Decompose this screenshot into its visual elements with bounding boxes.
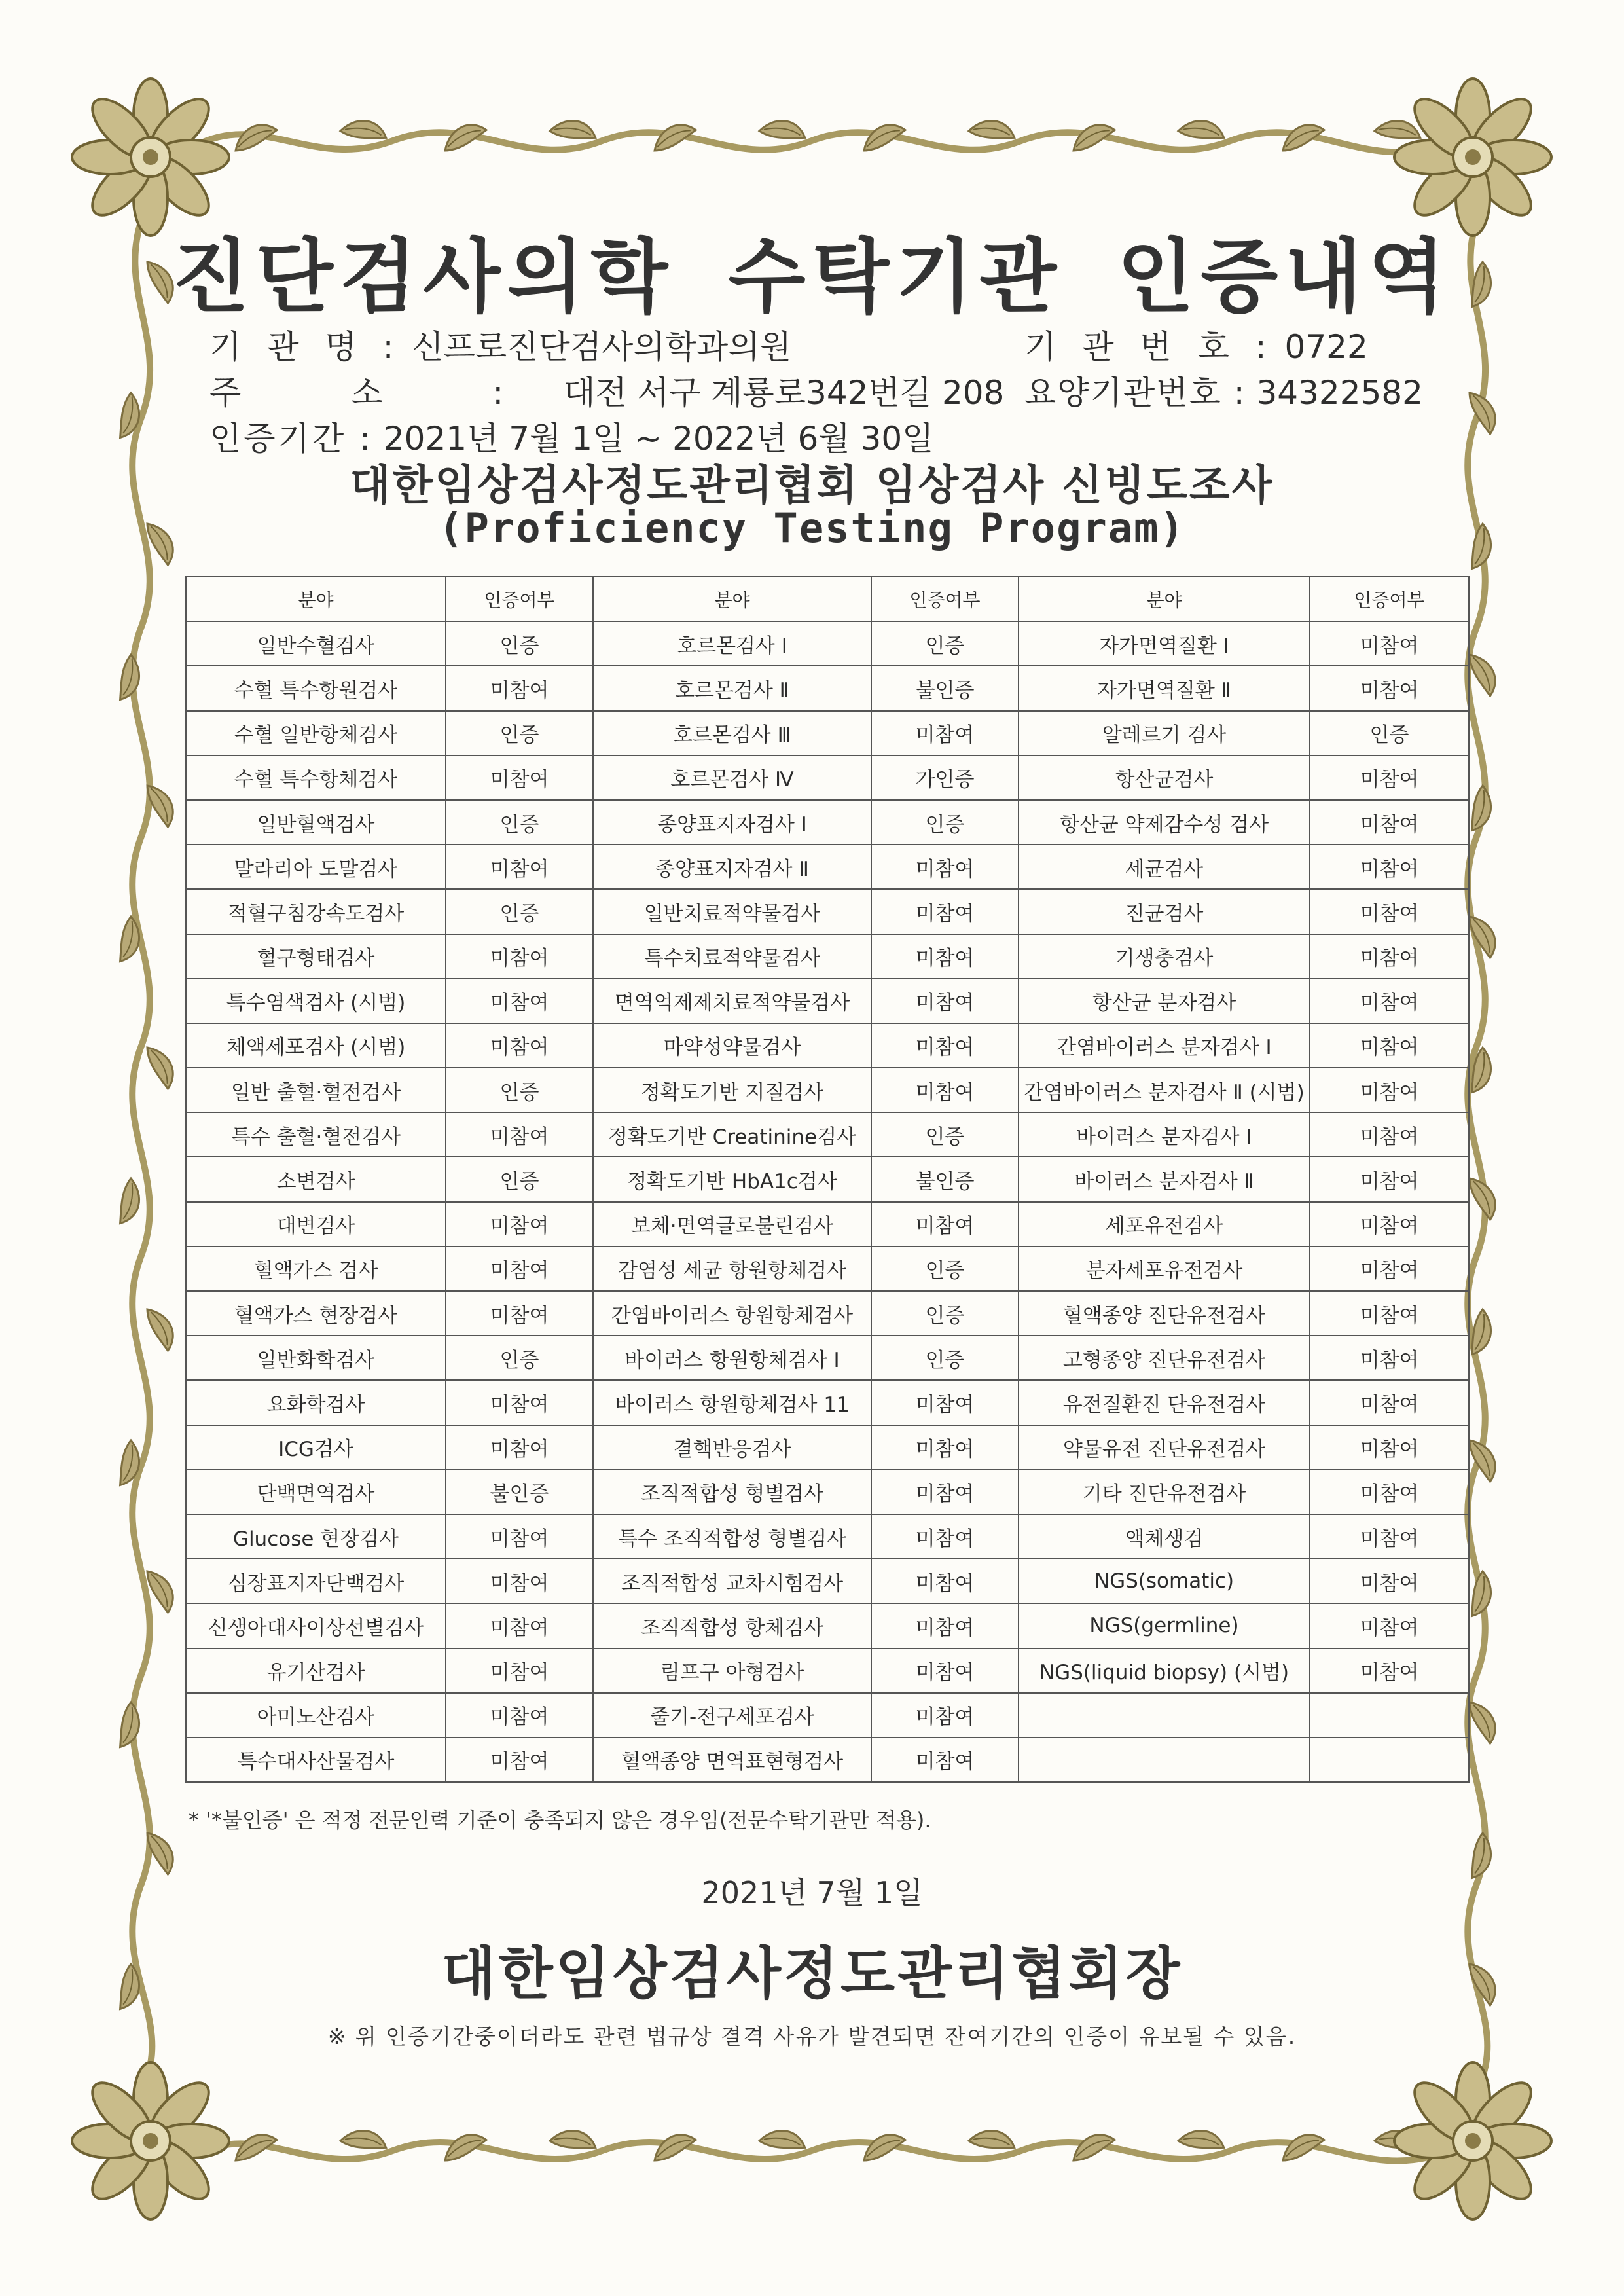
institution-name-value: 신프로진단검사의학과의원 <box>412 328 791 366</box>
status-cell <box>1310 1693 1469 1738</box>
table-row <box>186 621 1469 666</box>
status-cell: 미참여 <box>1310 1202 1469 1247</box>
field-cell: 간염바이러스 항원항체검사 <box>593 1291 871 1336</box>
status-cell: 미참여 <box>446 1247 593 1291</box>
table-row <box>186 1023 1469 1068</box>
field-cell: NGS(somatic) <box>1019 1559 1310 1603</box>
status-cell: 인증 <box>446 889 593 934</box>
status-cell: 미참여 <box>1310 621 1469 666</box>
field-cell: 기생충검사 <box>1019 934 1310 979</box>
field-cell: 기타 진단유전검사 <box>1019 1470 1310 1514</box>
field-cell: 특수치료적약물검사 <box>593 934 871 979</box>
issue-date: 2021년 7월 1일 <box>701 1875 923 1910</box>
status-cell: 인증 <box>871 621 1019 666</box>
field-cell: 분자세포유전검사 <box>1019 1247 1310 1291</box>
status-cell: 미참여 <box>446 1202 593 1247</box>
field-cell: 단백면역검사 <box>186 1470 446 1514</box>
field-cell: 마약성약물검사 <box>593 1023 871 1068</box>
field-cell: 일반혈액검사 <box>186 800 446 845</box>
status-cell: 미참여 <box>446 1425 593 1470</box>
field-cell: 정확도기반 Creatinine검사 <box>593 1112 871 1157</box>
table-row <box>186 1068 1469 1112</box>
status-cell: 미참여 <box>1310 1247 1469 1291</box>
field-cell <box>1019 1693 1310 1738</box>
field-cell: 적혈구침강속도검사 <box>186 889 446 934</box>
status-cell: 미참여 <box>1310 889 1469 934</box>
table-row <box>186 1649 1469 1693</box>
status-cell: 인증 <box>446 800 593 845</box>
status-cell: 미참여 <box>1310 1023 1469 1068</box>
table-row <box>186 845 1469 889</box>
field-cell: 자가면역질환 Ⅰ <box>1019 621 1310 666</box>
field-cell: 일반수혈검사 <box>186 621 446 666</box>
institution-id-line <box>1024 321 1368 368</box>
status-cell: 미참여 <box>1310 1559 1469 1603</box>
header-field: 분야 <box>1019 577 1310 621</box>
field-cell: 특수 출혈·혈전검사 <box>186 1112 446 1157</box>
issuer-title: 대한임상검사정도관리협회장 <box>441 1941 1183 2007</box>
field-cell: 혈액종양 진단유전검사 <box>1019 1291 1310 1336</box>
period-label: 인증기간 : <box>209 420 373 458</box>
header-status: 인증여부 <box>1310 577 1469 621</box>
header-status: 인증여부 <box>871 577 1019 621</box>
field-cell: 바이러스 항원항체검사 Ⅰ <box>593 1336 871 1380</box>
status-cell: 미참여 <box>446 1738 593 1782</box>
status-cell: 미참여 <box>1310 1112 1469 1157</box>
field-cell: 항산균검사 <box>1019 756 1310 800</box>
status-cell: 미참여 <box>446 1112 593 1157</box>
field-cell: ICG검사 <box>186 1425 446 1470</box>
field-cell <box>1019 1738 1310 1782</box>
status-cell: 미참여 <box>871 1380 1019 1425</box>
status-cell: 인증 <box>871 800 1019 845</box>
field-cell: 유전질환진 단유전검사 <box>1019 1380 1310 1425</box>
field-cell: 심장표지자단백검사 <box>186 1559 446 1603</box>
status-cell: 미참여 <box>871 1559 1019 1603</box>
header-field: 분야 <box>593 577 871 621</box>
field-cell: 바이러스 분자검사 Ⅰ <box>1019 1112 1310 1157</box>
status-cell: 미참여 <box>1310 666 1469 710</box>
table-row <box>186 1247 1469 1291</box>
table-row <box>186 1336 1469 1380</box>
field-cell: 일반 출혈·혈전검사 <box>186 1068 446 1112</box>
status-cell: 미참여 <box>1310 800 1469 845</box>
field-cell: 바이러스 항원항체검사 11 <box>593 1380 871 1425</box>
field-cell: 체액세포검사 (시범) <box>186 1023 446 1068</box>
status-cell <box>1310 1738 1469 1782</box>
status-cell: 미참여 <box>871 845 1019 889</box>
status-cell: 가인증 <box>871 756 1019 800</box>
table-row <box>186 666 1469 710</box>
status-cell: 미참여 <box>446 1693 593 1738</box>
field-cell: 줄기-전구세포검사 <box>593 1693 871 1738</box>
field-cell: 소변검사 <box>186 1157 446 1201</box>
table-row <box>186 934 1469 979</box>
table-row <box>186 1202 1469 1247</box>
field-cell: 조직적합성 형별검사 <box>593 1470 871 1514</box>
field-cell: 말라리아 도말검사 <box>186 845 446 889</box>
status-cell: 미참여 <box>446 1559 593 1603</box>
header-status: 인증여부 <box>446 577 593 621</box>
field-cell: 일반화학검사 <box>186 1336 446 1380</box>
table-row <box>186 800 1469 845</box>
institution-name-line <box>209 321 791 368</box>
address-value: 대전 서구 계룡로342번길 208 <box>564 374 1005 412</box>
status-cell: 미참여 <box>446 666 593 710</box>
table-row <box>186 1603 1469 1648</box>
field-cell: 간염바이러스 분자검사 Ⅰ <box>1019 1023 1310 1068</box>
field-cell: 고형종양 진단유전검사 <box>1019 1336 1310 1380</box>
institution-name-label: 기 관 명 : <box>209 328 402 366</box>
status-cell: 미참여 <box>871 1738 1019 1782</box>
status-cell: 인증 <box>871 1336 1019 1380</box>
status-cell: 미참여 <box>1310 1291 1469 1336</box>
field-cell: 신생아대사이상선별검사 <box>186 1603 446 1648</box>
status-cell: 인증 <box>446 1068 593 1112</box>
status-cell: 미참여 <box>446 1291 593 1336</box>
status-cell: 미참여 <box>1310 1649 1469 1693</box>
field-cell: 일반치료적약물검사 <box>593 889 871 934</box>
field-cell: 종양표지자검사 Ⅱ <box>593 845 871 889</box>
field-cell: 세포유전검사 <box>1019 1202 1310 1247</box>
status-cell: 미참여 <box>446 1649 593 1693</box>
status-cell: 미참여 <box>871 1425 1019 1470</box>
status-cell: 미참여 <box>871 1068 1019 1112</box>
field-cell: 유기산검사 <box>186 1649 446 1693</box>
field-cell: 혈액가스 현장검사 <box>186 1291 446 1336</box>
care-id-value: 34322582 <box>1256 374 1423 412</box>
status-cell: 불인증 <box>871 666 1019 710</box>
field-cell: 호르몬검사 Ⅳ <box>593 756 871 800</box>
field-cell: 호르몬검사 Ⅰ <box>593 621 871 666</box>
field-cell: 간염바이러스 분자검사 Ⅱ (시범) <box>1019 1068 1310 1112</box>
program-title-english: (Proficiency Testing Program) <box>439 504 1185 552</box>
field-cell: 알레르기 검사 <box>1019 711 1310 756</box>
table-row <box>186 1291 1469 1336</box>
status-cell: 미참여 <box>871 889 1019 934</box>
status-cell: 미참여 <box>1310 1603 1469 1648</box>
field-cell: 수혈 일반항체검사 <box>186 711 446 756</box>
field-cell: 호르몬검사 Ⅲ <box>593 711 871 756</box>
field-cell: 수혈 특수항체검사 <box>186 756 446 800</box>
status-cell: 미참여 <box>1310 1514 1469 1559</box>
table-row <box>186 1470 1469 1514</box>
status-cell: 인증 <box>446 621 593 666</box>
status-cell: 미참여 <box>871 1202 1019 1247</box>
table-row <box>186 756 1469 800</box>
field-cell: 자가면역질환 Ⅱ <box>1019 666 1310 710</box>
table-row <box>186 1693 1469 1738</box>
period-value: 2021년 7월 1일 ~ 2022년 6월 30일 <box>383 420 934 458</box>
field-cell: 특수대사산물검사 <box>186 1738 446 1782</box>
field-cell: 결핵반응검사 <box>593 1425 871 1470</box>
table-row <box>186 711 1469 756</box>
status-cell: 미참여 <box>871 1470 1019 1514</box>
status-cell: 미참여 <box>871 1603 1019 1648</box>
field-cell: 액체생검 <box>1019 1514 1310 1559</box>
field-cell: 혈구형태검사 <box>186 934 446 979</box>
status-cell: 미참여 <box>446 1603 593 1648</box>
status-cell: 미참여 <box>871 979 1019 1023</box>
status-cell: 인증 <box>871 1247 1019 1291</box>
status-cell: 미참여 <box>446 979 593 1023</box>
field-cell: 혈액종양 면역표현형검사 <box>593 1738 871 1782</box>
status-cell: 미참여 <box>446 845 593 889</box>
status-cell: 미참여 <box>446 1514 593 1559</box>
field-cell: 약물유전 진단유전검사 <box>1019 1425 1310 1470</box>
table-row <box>186 979 1469 1023</box>
status-cell: 미참여 <box>871 1649 1019 1693</box>
status-cell: 인증 <box>446 1336 593 1380</box>
status-cell: 미참여 <box>871 1514 1019 1559</box>
table-header-row <box>186 577 1469 621</box>
status-cell: 미참여 <box>446 934 593 979</box>
field-cell: 혈액가스 검사 <box>186 1247 446 1291</box>
table-row <box>186 1425 1469 1470</box>
field-cell: 특수염색검사 (시범) <box>186 979 446 1023</box>
address-label: 주 소 : <box>209 374 554 412</box>
status-cell: 미참여 <box>871 934 1019 979</box>
status-cell: 인증 <box>1310 711 1469 756</box>
status-cell: 미참여 <box>446 1380 593 1425</box>
institution-id-label: 기 관 번 호 : <box>1024 328 1274 366</box>
status-cell: 미참여 <box>1310 1068 1469 1112</box>
status-cell: 미참여 <box>871 711 1019 756</box>
certification-table <box>185 576 1470 1783</box>
table-row <box>186 1157 1469 1201</box>
table-row <box>186 1559 1469 1603</box>
status-cell: 미참여 <box>446 756 593 800</box>
table-row <box>186 1514 1469 1559</box>
status-cell: 인증 <box>446 1157 593 1201</box>
field-cell: 면역억제제치료적약물검사 <box>593 979 871 1023</box>
field-cell: Glucose 현장검사 <box>186 1514 446 1559</box>
program-title-korean: 대한임상검사정도관리협회 임상검사 신빙도조사 <box>350 461 1274 510</box>
field-cell: 종양표지자검사 Ⅰ <box>593 800 871 845</box>
institution-id-value: 0722 <box>1284 328 1368 366</box>
field-cell: 특수 조직적합성 형별검사 <box>593 1514 871 1559</box>
table-row <box>186 889 1469 934</box>
field-cell: 항산균 분자검사 <box>1019 979 1310 1023</box>
field-cell: 항산균 약제감수성 검사 <box>1019 800 1310 845</box>
field-cell: 진균검사 <box>1019 889 1310 934</box>
status-cell: 미참여 <box>1310 979 1469 1023</box>
status-cell: 미참여 <box>871 1693 1019 1738</box>
status-cell: 불인증 <box>871 1157 1019 1201</box>
field-cell: 조직적합성 항체검사 <box>593 1603 871 1648</box>
field-cell: 보체·면역글로불린검사 <box>593 1202 871 1247</box>
status-cell: 미참여 <box>1310 934 1469 979</box>
care-id-label: 요양기관번호 : <box>1024 374 1246 412</box>
status-cell: 미참여 <box>1310 1470 1469 1514</box>
field-cell: 림프구 아형검사 <box>593 1649 871 1693</box>
field-cell: 정확도기반 지질검사 <box>593 1068 871 1112</box>
status-cell: 불인증 <box>446 1470 593 1514</box>
table-row <box>186 1380 1469 1425</box>
field-cell: 아미노산검사 <box>186 1693 446 1738</box>
status-cell: 미참여 <box>871 1023 1019 1068</box>
status-cell: 미참여 <box>1310 1157 1469 1201</box>
status-cell: 인증 <box>446 711 593 756</box>
status-cell: 미참여 <box>1310 845 1469 889</box>
field-cell: NGS(germline) <box>1019 1603 1310 1648</box>
table-row <box>186 1112 1469 1157</box>
field-cell: 바이러스 분자검사 Ⅱ <box>1019 1157 1310 1201</box>
table-row <box>186 1738 1469 1782</box>
status-cell: 미참여 <box>1310 1336 1469 1380</box>
field-cell: 수혈 특수항원검사 <box>186 666 446 710</box>
page-title: 진단검사의학 수탁기관 인증내역 <box>172 229 1452 323</box>
field-cell: NGS(liquid biopsy) (시범) <box>1019 1649 1310 1693</box>
status-cell: 미참여 <box>1310 756 1469 800</box>
address-line <box>209 367 1004 414</box>
field-cell: 요화학검사 <box>186 1380 446 1425</box>
footer-disclaimer: ※ 위 인증기간중이더라도 관련 법규상 결격 사유가 발견되면 잔여기간의 인증이 유보될 수 있음. <box>327 2024 1297 2049</box>
status-cell: 인증 <box>871 1291 1019 1336</box>
care-id-line <box>1024 367 1423 414</box>
status-cell: 미참여 <box>446 1023 593 1068</box>
status-cell: 미참여 <box>1310 1380 1469 1425</box>
header-field: 분야 <box>186 577 446 621</box>
status-cell: 미참여 <box>1310 1425 1469 1470</box>
field-cell: 세균검사 <box>1019 845 1310 889</box>
field-cell: 정확도기반 HbA1c검사 <box>593 1157 871 1201</box>
status-cell: 인증 <box>871 1112 1019 1157</box>
field-cell: 감염성 세균 항원항체검사 <box>593 1247 871 1291</box>
field-cell: 호르몬검사 Ⅱ <box>593 666 871 710</box>
field-cell: 대변검사 <box>186 1202 446 1247</box>
certification-note: * '*불인증' 은 적정 전문인력 기준이 충족되지 않은 경우임(전문수탁기관만 적용). <box>189 1808 931 1832</box>
field-cell: 조직적합성 교차시험검사 <box>593 1559 871 1603</box>
